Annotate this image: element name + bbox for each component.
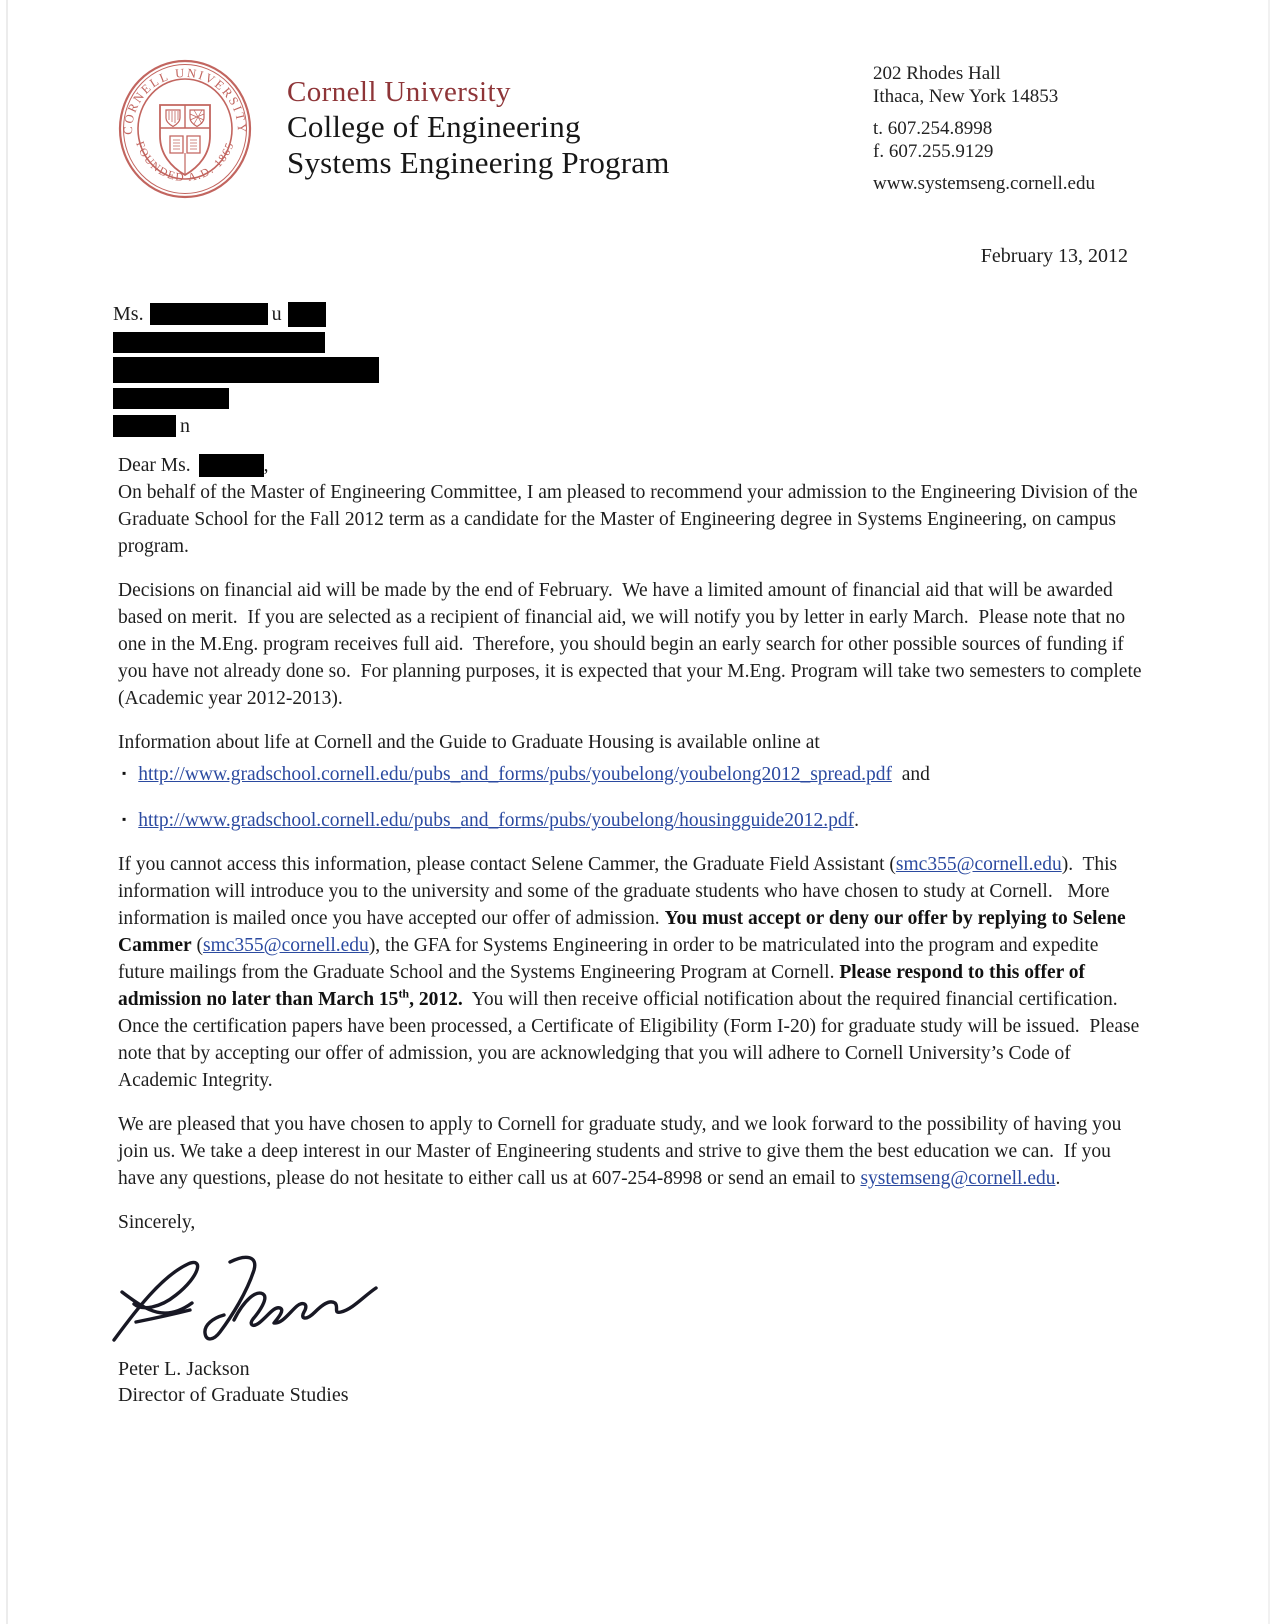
redaction-bar [113, 415, 176, 437]
bold-deadline-superscript: th [398, 986, 410, 1001]
redaction-bar [150, 303, 268, 325]
letterhead-title-block [287, 76, 670, 181]
link-suffix: and [891, 764, 930, 785]
recipient-prefix: Ms. [113, 302, 144, 325]
contact-phone: t. 607.254.8998 [873, 118, 993, 139]
address-line [113, 300, 379, 328]
housing-link-line-2 [118, 806, 1143, 834]
link-systemseng-email[interactable]: systemseng@cornell.edu [860, 1168, 1056, 1189]
link-housingguide-pdf[interactable]: http://www.gradschool.cornell.edu/pubs_and_forms/pubs/youbelong/housingguide2012.pdf [138, 810, 855, 831]
letter-body [118, 452, 1147, 1408]
college-name: College of Engineering [287, 109, 581, 144]
address-line [113, 356, 379, 384]
redaction-bar [288, 302, 326, 327]
contact-address-line1: 202 Rhodes Hall [873, 63, 1001, 84]
link-gfa-email-2[interactable]: smc355@cornell.edu [203, 935, 369, 956]
link-youbelong-pdf[interactable]: http://www.gradschool.cornell.edu/pubs_and_forms/pubs/youbelong/youbelong2012_spread.pdf [138, 764, 892, 785]
redaction-bar [113, 388, 229, 409]
recipient-fragment: n [180, 414, 190, 437]
signer-name: Peter L. Jackson [118, 1358, 250, 1380]
letter-date: February 13, 2012 [980, 245, 1128, 267]
letterhead-contact-block [873, 62, 1095, 195]
address-line [113, 412, 379, 440]
program-name: Systems Engineering Program [287, 145, 670, 180]
salutation-suffix: , [263, 455, 269, 476]
closing-salutation: Sincerely, [118, 1212, 196, 1233]
text-segment: ). This information will introduce you to the university and some of the graduate students who have chosen to study at Cornell. More information is mailed once you have accepted our offer of admission. [118, 854, 1123, 929]
cornell-seal-icon [116, 58, 254, 205]
bold-accept-deny: You must accept or deny our offer by replying to Selene Cammer [118, 908, 1131, 956]
seal-bottom-text: FOUNDED A.D. 1865 [133, 139, 237, 185]
address-line [113, 384, 379, 412]
contact-address-line2: Ithaca, New York 14853 [873, 86, 1059, 107]
text-segment: ), the GFA for Systems Engineering in order to be matriculated into the program and expedite future mailings from the Graduate School and the Systems Engineering Program at Cornell. [118, 935, 1104, 983]
signature-graphic [106, 1248, 1143, 1356]
paragraph-financial-aid: Decisions on financial aid will be made by the end of February. We have a limited amount of financial aid that will be awarded based on merit. If you are selected as a recipient of financial aid, we will notify you by letter in early March. Please note that no one in the M.Eng. program receives full aid. Therefore, you should begin an early search for other possible sources of funding if you have not already done so. For planning purposes, it is expected that your M.Eng. Program will take two semesters to complete (Academic year 2012-2013). [118, 580, 1147, 709]
bold-deadline-year: , 2012. [409, 989, 463, 1010]
contact-fax: f. 607.255.9129 [873, 141, 994, 162]
recipient-fragment: u [271, 302, 282, 325]
redaction-bar [113, 332, 325, 353]
address-line [113, 328, 379, 356]
bullet-icon: ▪ [122, 766, 127, 780]
scan-edge [6, 0, 8, 1624]
redaction-bar [199, 454, 264, 477]
signer-title: Director of Graduate Studies [118, 1384, 349, 1406]
bold-respond-deadline: Please respond to this offer of admission no later than March 15 [118, 962, 1090, 1010]
text-segment: ( [191, 935, 204, 956]
paragraph-closing [118, 1111, 1143, 1192]
contact-website: www.systemseng.cornell.edu [873, 173, 1095, 194]
link-suffix: . [854, 810, 859, 831]
text-segment: . [1055, 1168, 1061, 1189]
salutation [118, 452, 1143, 479]
paragraph-housing-intro: Information about life at Cornell and the Guide to Graduate Housing is available online at [118, 732, 820, 753]
link-gfa-email-1[interactable]: smc355@cornell.edu [895, 854, 1062, 875]
scan-edge [1268, 0, 1270, 1624]
redaction-bar [113, 357, 379, 383]
university-name: Cornell University [287, 76, 511, 108]
salutation-prefix: Dear Ms. [118, 455, 191, 476]
text-segment: You will then receive official notification about the required financial certification. Once the certification papers have been processed, a Certificate of Eligibility (Form I-20) for graduate study will be issued. Please note that by accepting our offer of admission, you are acknowledging that you will adhere to Cornell University’s Code of Academic Integrity. [118, 989, 1145, 1091]
text-segment: We are pleased that you have chosen to apply to Cornell for graduate study, and we look forward to the possibility of having you join us. We take a deep interest in our Master of Engineering students and strive to give them the best education we can. If you have any questions, please do not hesitate to either call us at 607-254-8998 or send an email to [118, 1114, 1127, 1189]
paragraph-admission: On behalf of the Master of Engineering Committee, I am pleased to recommend your admission to the Engineering Division of the Graduate School for the Fall 2012 term as a candidate for the Master of Engineering degree in Systems Engineering, on campus program. [118, 482, 1143, 557]
text-segment: If you cannot access this information, please contact Selene Cammer, the Graduate Field Assistant ( [118, 854, 896, 875]
paragraph-accept-offer [118, 851, 1143, 1094]
seal-top-text: CORNELL UNIVERSITY [120, 65, 250, 136]
bullet-icon: ▪ [122, 812, 127, 826]
recipient-address-block [113, 300, 379, 440]
housing-link-line-1 [118, 760, 1143, 788]
